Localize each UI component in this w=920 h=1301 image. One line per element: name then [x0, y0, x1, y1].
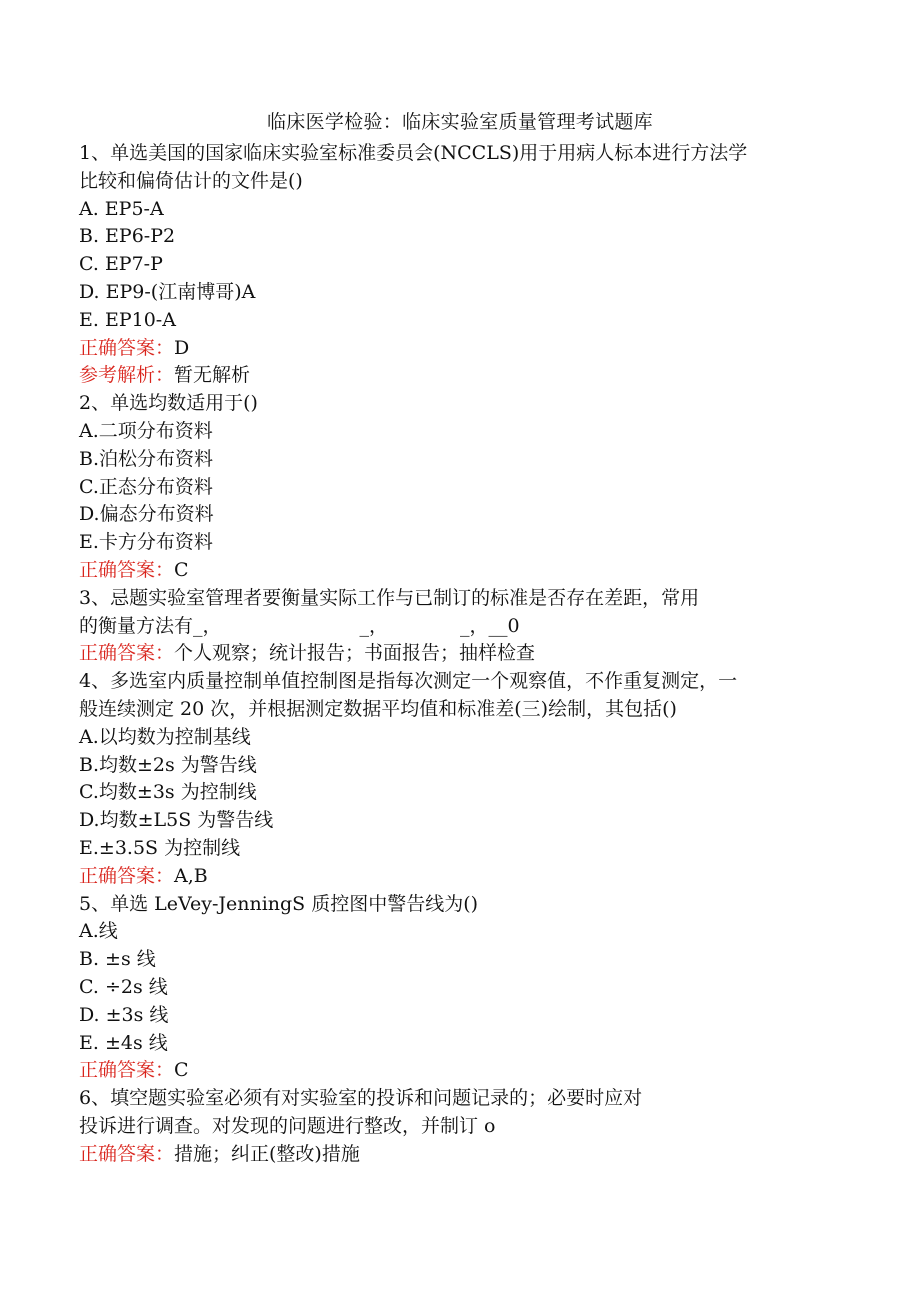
answer-label: 正确答案：	[79, 642, 175, 665]
question-1-stem-line-2: 比较和偏倚估计的文件是()	[79, 169, 303, 192]
question-4-stem-line-1: 4、多选室内质量控制单值控制图是指每次测定一个观察值，不作重复测定，一	[79, 670, 738, 693]
question-4-option-e: E.±3.5S 为控制线	[79, 836, 241, 859]
question-2-option-b: B.泊松分布资料	[79, 447, 214, 470]
answer-value: 措施；纠正(整改)措施	[174, 1142, 360, 1165]
answer-label: 正确答案：	[79, 336, 175, 359]
answer-value: A,B	[174, 864, 208, 887]
question-4-option-a: A.以均数为控制基线	[79, 725, 251, 748]
answer-value: 个人观察；统计报告；书面报告；抽样检查	[174, 642, 536, 665]
question-1-stem-line-1: 1、单选美国的国家临床实验室标准委员会(NCCLS)用于用病人标本进行方法学	[79, 142, 748, 164]
question-1-option-c: C. EP7-P	[79, 253, 163, 276]
question-4-option-c: C.均数±3s 为控制线	[79, 781, 257, 804]
answer-label: 正确答案：	[79, 1142, 175, 1165]
answer-value: C	[174, 558, 189, 581]
question-4-option-b: B.均数±2s 为警告线	[79, 753, 257, 776]
question-2-option-d: D.偏态分布资料	[79, 503, 214, 526]
question-1-option-e: E. EP10-A	[79, 308, 176, 331]
answer-label: 正确答案：	[79, 1059, 175, 1082]
analysis-value: 暂无解析	[174, 364, 251, 387]
question-6-answer	[79, 1141, 839, 1169]
answer-label: 正确答案：	[79, 558, 175, 581]
question-5-option-b: B. ±s 线	[79, 948, 156, 971]
question-2	[79, 390, 839, 585]
question-5-option-d: D. ±3s 线	[79, 1003, 169, 1026]
document-title: 临床医学检验：临床实验室质量管理考试题库	[266, 111, 653, 133]
question-5-option-c: C. ÷2s 线	[79, 975, 168, 998]
question-4-option-d: D.均数±L5S 为警告线	[79, 809, 274, 832]
question-3	[79, 585, 839, 668]
question-3-answer	[79, 640, 839, 668]
question-1-option-b: B. EP6-P2	[79, 225, 176, 248]
question-3-stem-line-1: 3、忌题实验室管理者要衡量实际工作与已制订的标准是否存在差距，常用	[79, 586, 700, 609]
question-2-answer	[79, 557, 839, 585]
question-6-stem-line-1: 6、填空题实验室必须有对实验室的投诉和问题记录的；必要时应对	[79, 1087, 643, 1110]
question-5-answer	[79, 1057, 839, 1085]
question-1	[79, 140, 839, 390]
answer-value: D	[174, 336, 190, 359]
stem-part-a: 的衡量方法有_，	[79, 614, 222, 637]
question-list	[79, 140, 839, 1168]
question-3-stem-line-2	[79, 613, 839, 641]
question-5-option-a: A.线	[79, 920, 118, 943]
stem-part-c: _，__0	[460, 614, 520, 637]
question-2-stem: 2、单选均数适用于()	[79, 392, 258, 415]
question-5-option-e: E. ±4s 线	[79, 1031, 168, 1054]
answer-label: 正确答案：	[79, 864, 175, 887]
question-2-option-a: A.二项分布资料	[79, 419, 213, 442]
question-2-option-e: E.卡方分布资料	[79, 531, 213, 554]
question-4-stem-line-2: 般连续测定 20 次，并根据测定数据平均值和标准差(三)绘制，其包括()	[79, 697, 677, 720]
answer-value: C	[174, 1059, 189, 1082]
question-5-stem: 5、单选 LeVey-JenningS 质控图中警告线为()	[79, 892, 479, 915]
question-1-analysis	[79, 362, 839, 390]
question-4	[79, 668, 839, 890]
analysis-label: 参考解析：	[79, 364, 175, 387]
question-1-option-d: D. EP9-(江南博哥)A	[79, 280, 256, 303]
question-4-answer	[79, 863, 839, 891]
question-6	[79, 1085, 839, 1168]
question-1-answer	[79, 335, 839, 363]
question-6-stem-line-2: 投诉进行调查。对发现的问题进行整改，并制订 o	[79, 1114, 496, 1137]
stem-part-b: _，	[359, 614, 389, 637]
question-5	[79, 891, 839, 1086]
question-2-option-c: C.正态分布资料	[79, 475, 213, 498]
question-1-option-a: A. EP5-A	[79, 197, 164, 220]
